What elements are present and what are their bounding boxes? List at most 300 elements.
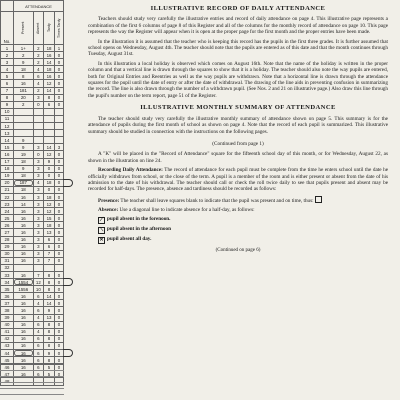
table-cell: 0 [54, 87, 63, 94]
row-number: 48 [1, 378, 14, 385]
table-row [1, 201, 64, 208]
table-cell: 16 [14, 222, 34, 229]
table-row [1, 229, 64, 236]
row-bracket-mark [63, 278, 73, 286]
table-cell: 12 [44, 201, 55, 208]
table-cell: 0 [33, 101, 44, 108]
table-cell: 9 [14, 165, 34, 172]
table-cell: 0 [54, 272, 63, 279]
instructions-column [88, 6, 388, 254]
absence-paragraph [88, 207, 388, 213]
table-cell [33, 264, 44, 271]
table-cell: 16 [44, 73, 55, 80]
table-cell: 14 [44, 87, 55, 94]
table-row [1, 108, 64, 115]
table-cell: 187 [14, 179, 34, 186]
column-header: No. [1, 12, 14, 45]
table-cell [54, 137, 63, 144]
row-number: 15 [1, 144, 14, 151]
table-cell: 3 [33, 236, 44, 243]
table-cell: 16 [14, 350, 34, 357]
left-footer-lines [0, 364, 64, 400]
table-row [1, 137, 64, 144]
table-row [1, 165, 64, 172]
row-number: 41 [1, 328, 14, 335]
table-row [1, 66, 64, 73]
table-cell: 19 [14, 151, 34, 158]
row-number: 3 [1, 59, 14, 66]
table-cell: 8 [44, 279, 55, 286]
table-cell [14, 264, 34, 271]
table-cell: 8 [44, 342, 55, 349]
table-cell: 13 [44, 229, 55, 236]
row-number: 37 [1, 300, 14, 307]
table-row [1, 59, 64, 66]
table-cell [33, 115, 44, 122]
table-cell: 6 [44, 243, 55, 250]
table-cell: 4 [33, 80, 44, 87]
table-row [1, 130, 64, 137]
table-cell: 9 [44, 307, 55, 314]
table-cell: 14 [44, 293, 55, 300]
absent-forenoon-text: pupil absent in the forenoon. [107, 215, 171, 222]
heading-daily-attendance: ILLUSTRATIVE RECORD OF DAILY ATTENDANCE [150, 5, 326, 12]
table-cell: 0 [54, 250, 63, 257]
table-cell: 0 [54, 335, 63, 342]
table-cell: 5 [44, 371, 55, 378]
table-cell: 6 [33, 350, 44, 357]
table-cell: 8 [44, 335, 55, 342]
table-cell: 9 [14, 144, 34, 151]
table-cell [14, 123, 34, 130]
table-cell: 6 [33, 307, 44, 314]
row-number: 6 [1, 80, 14, 87]
continued-next-note: (Continued on page 6) [215, 247, 261, 253]
row-number: 40 [1, 321, 14, 328]
table-cell: 16 [14, 80, 34, 87]
table-row [1, 101, 64, 108]
table-cell: 0 [54, 193, 63, 200]
row-number: 20 [1, 179, 14, 186]
table-cell: 0 [54, 52, 63, 59]
table-cell: 3 [33, 165, 44, 172]
row-number: 9 [1, 101, 14, 108]
column-header-label: Absent [36, 22, 41, 34]
column-header-label: Tardy [47, 23, 52, 33]
row-number: 21 [1, 186, 14, 193]
table-cell: 16 [14, 193, 34, 200]
table-row [1, 272, 64, 279]
absent-forenoon-line [98, 216, 388, 224]
table-cell: 0 [33, 151, 44, 158]
row-number: 17 [1, 158, 14, 165]
table-row [1, 328, 64, 335]
table-cell [44, 123, 55, 130]
table-row [1, 94, 64, 101]
table-row [1, 236, 64, 243]
table-cell: 3 [33, 158, 44, 165]
table-row [1, 115, 64, 122]
table-row [1, 300, 64, 307]
table-cell: 1 [54, 45, 63, 52]
presence-paragraph [88, 196, 388, 204]
row-number: 44 [1, 350, 14, 357]
paragraph-4: The teacher should study very carefully the illustrative monthly summary of attendance shown on page 5. This summary is for the attendance of pupils during the first month of school as shown on page 4. Note that the record of each pupil is summarized. This illustrative summary should be studied in connection with the instructions on the following pages. [88, 115, 388, 135]
table-cell: 4 [33, 328, 44, 335]
row-number: 27 [1, 229, 14, 236]
row-number: 22 [1, 193, 14, 200]
column-header-label: Present [21, 21, 26, 35]
table-cell: 8 [44, 357, 55, 364]
table-cell: 4 [33, 179, 44, 186]
row-number: 33 [1, 272, 14, 279]
table-row [1, 357, 64, 364]
row-number: 2 [1, 52, 14, 59]
table-cell: 6 [33, 342, 44, 349]
table-row [1, 123, 64, 130]
row-number: 26 [1, 222, 14, 229]
table-row [1, 158, 64, 165]
table-cell: 3 [33, 94, 44, 101]
row-number: 10 [1, 108, 14, 115]
table-cell: 6 [33, 293, 44, 300]
column-header [14, 12, 34, 45]
table-cell: 15 [44, 215, 55, 222]
paragraph-3: In this illustration a local holiday is observed which comes on August 16th. Note that the name of the holiday is written in the proper column and that a vertical line is drawn through the squares to show that it is a holiday. The teacher should also note the way pupils are entered, both for Original Entries and Reentries as well as the way pupils are withdrawn. Note that a horizontal line is drawn through the attendance squares for the pupil until the date of entry or after the date of withdrawal. The drawing of the line aids in preventing confusion in summarizing the record. The line is also drawn through the number of a withdrawn pupil. (See Nos. 2 and 21 on illustrative page.) Also draw this line through the pupil's number on the term report, page 51 of the Register. [88, 60, 388, 99]
table-cell: 12 [44, 151, 55, 158]
table-cell: 2 [14, 52, 34, 59]
row-number: 39 [1, 314, 14, 321]
diagonal-square-icon: ⟋ [99, 217, 104, 223]
table-cell: 3 [33, 144, 44, 151]
table-cell: 0 [54, 279, 63, 286]
table-cell: 18 [14, 172, 34, 179]
table-cell: 0 [54, 151, 63, 158]
table-cell: 0 [54, 357, 63, 364]
table-cell: 2 [14, 101, 34, 108]
row-number: 11 [1, 115, 14, 122]
table-cell: 4 [33, 300, 44, 307]
absence-lead: Absence: [98, 207, 119, 214]
table-row [1, 321, 64, 328]
table-cell: 18 [44, 45, 55, 52]
table-cell: 0 [54, 208, 63, 215]
table-row [1, 286, 64, 293]
table-cell [44, 137, 55, 144]
table-row [1, 151, 64, 158]
table-cell: 16 [14, 357, 34, 364]
table-cell: 8 [44, 321, 55, 328]
table-cell: 16 [44, 52, 55, 59]
table-cell: 18 [44, 193, 55, 200]
absent-all-day-text: pupil absent all day. [107, 235, 152, 242]
paragraph-1: Teachers should study very carefully the illustrative entries and record of daily attendance on page 4. This illustrative page represents a combination of the first 6 columns of page 8 of this Register and all of the columns for the monthly record of attendance on page 10. This page represents the way the Register will appear when it is open at the proper page for the first month and the proper entries have been made. [88, 16, 388, 36]
table-cell: 0 [54, 314, 63, 321]
paragraph-5: A "K" will be placed in the "Record of Attendance" square for the fifteenth school day of this month, or for Wednesday, August 22, as shown in the illustration on line 24. [88, 151, 388, 164]
row-number: 18 [1, 165, 14, 172]
table-cell: 3 [33, 250, 44, 257]
table-cell: 6 [33, 364, 44, 371]
heading-monthly-summary: ILLUSTRATIVE MONTHLY SUMMARY OF ATTENDANCE [140, 104, 336, 112]
table-cell: 3 [33, 193, 44, 200]
table-row [1, 186, 64, 193]
table-cell: 16 [14, 371, 34, 378]
table-cell: 6 [33, 357, 44, 364]
table-cell: 0 [54, 328, 63, 335]
table-cell: 7 [44, 257, 55, 264]
attendance-table [0, 0, 64, 386]
table-cell: 16 [14, 307, 34, 314]
table-cell: 3 [33, 172, 44, 179]
blank-square-icon [315, 196, 322, 203]
table-row [1, 279, 64, 286]
table-cell: 3 [33, 186, 44, 193]
table-cell: 2 [33, 59, 44, 66]
table-cell: 12 [33, 279, 44, 286]
table-cell: 0 [54, 342, 63, 349]
column-header-label: Times Tardy [56, 18, 61, 38]
table-row [1, 172, 64, 179]
table-cell: 16 [14, 314, 34, 321]
table-cell: 9 [14, 137, 34, 144]
row-number: 23 [1, 201, 14, 208]
table-cell [44, 115, 55, 122]
row-number: 35 [1, 286, 14, 293]
column-header [54, 12, 63, 45]
recording-text: The record of attendance for each pupil must be complete from the time he enters school until the date he officially withdraws from school, or the close of the term. A pupil is a member of the room and is either present or absent from the date of his admission to the date of his withdrawal. The teacher should call or check the roll twice daily to see that pupils present and absent may be recorded for half-days. The presence, absence and tardiness should be recorded as follows: [88, 167, 388, 193]
row-number: 46 [1, 364, 14, 371]
table-cell: 6 [44, 236, 55, 243]
table-cell: 14 [14, 201, 34, 208]
table-row [1, 87, 64, 94]
table-cell: 0 [54, 257, 63, 264]
table-cell [14, 130, 34, 137]
table-row [1, 208, 64, 215]
table-cell [54, 264, 63, 271]
absent-afternoon-text: pupil absent in the afternoon [107, 225, 171, 232]
row-number: 29 [1, 243, 14, 250]
table-cell: 0 [54, 94, 63, 101]
row-number: 47 [1, 371, 14, 378]
table-cell: 0 [54, 73, 63, 80]
absence-text: Use a diagonal line to indicate absence for a half-day, as follows: [118, 207, 255, 214]
presence-text: The teacher shall leave squares blank to indicate that the pupil was present and on time, thus: [119, 197, 315, 204]
table-cell: 0 [54, 350, 63, 357]
row-number: 42 [1, 335, 14, 342]
row-number: 16 [1, 151, 14, 158]
table-cell: 16 [14, 293, 34, 300]
table-cell: 0 [54, 364, 63, 371]
row-number: 14 [1, 137, 14, 144]
table-cell: 0 [54, 186, 63, 193]
table-cell [33, 137, 44, 144]
table-cell: 14 [44, 144, 55, 151]
table-cell: 1+ [14, 45, 34, 52]
row-number: 45 [1, 357, 14, 364]
table-cell: 0 [54, 293, 63, 300]
table-cell: 7 [44, 250, 55, 257]
table-cell: 0 [54, 59, 63, 66]
table-row [1, 80, 64, 87]
table-cell: 9 [14, 59, 34, 66]
row-bracket-mark [63, 349, 73, 357]
table-cell: 0 [54, 321, 63, 328]
table-cell: 3 [33, 229, 44, 236]
table-cell: 0 [54, 158, 63, 165]
row-number: 7 [1, 87, 14, 94]
row-number: 5 [1, 73, 14, 80]
table-cell: 3 [33, 201, 44, 208]
table-cell: 8 [14, 73, 34, 80]
table-row [1, 350, 64, 357]
table-cell: 2 [33, 52, 44, 59]
table-title: ATTENDANCE [14, 1, 64, 12]
table-cell: 0 [54, 307, 63, 314]
table-cell: 3 [33, 222, 44, 229]
row-number: 25 [1, 215, 14, 222]
table-cell: 16 [14, 321, 34, 328]
table-cell: 12 [44, 208, 55, 215]
row-number: 31 [1, 257, 14, 264]
table-cell [44, 264, 55, 271]
crossed-square-icon: ✕ [99, 237, 104, 243]
table-cell: 6 [33, 335, 44, 342]
table-cell [44, 130, 55, 137]
table-cell: 5 [44, 364, 55, 371]
table-row [1, 307, 64, 314]
table-cell: 16 [14, 250, 34, 257]
table-cell: 0 [54, 165, 63, 172]
table-cell: 3 [33, 243, 44, 250]
table-cell: 2 [33, 87, 44, 94]
table-cell: 7 [33, 272, 44, 279]
table-cell: 18 [14, 158, 34, 165]
table-cell [54, 123, 63, 130]
table-cell: 16 [14, 243, 34, 250]
table-cell: 8 [44, 328, 55, 335]
table-cell: 16 [14, 236, 34, 243]
table-cell: 0 [54, 80, 63, 87]
table-row [1, 314, 64, 321]
table-row [1, 243, 64, 250]
table-cell: 13 [44, 314, 55, 321]
row-number: 28 [1, 236, 14, 243]
table-row [1, 250, 64, 257]
table-corner [1, 1, 14, 12]
table-cell: 16 [14, 300, 34, 307]
table-cell: 0 [54, 172, 63, 179]
diagonal-square-icon: ⟍ [99, 227, 104, 233]
table-cell [14, 108, 34, 115]
table-cell: 1554 [14, 279, 34, 286]
table-cell: 0 [44, 165, 55, 172]
table-cell: 18 [44, 179, 55, 186]
table-cell: 18 [14, 66, 34, 73]
recording-lead: Recording Daily Attendance: [98, 167, 163, 174]
table-cell [54, 115, 63, 122]
table-row [1, 179, 64, 186]
table-cell: 0 [54, 201, 63, 208]
table-cell: 3 [33, 257, 44, 264]
table-cell: 4 [33, 66, 44, 73]
table-cell: 0 [54, 66, 63, 73]
row-number: 13 [1, 130, 14, 137]
paragraph-6 [88, 167, 388, 193]
table-cell: 3 [33, 215, 44, 222]
row-number: 1 [1, 45, 14, 52]
table-cell: 0 [54, 371, 63, 378]
table-cell: 18 [44, 66, 55, 73]
table-row [1, 193, 64, 200]
row-number: 38 [1, 307, 14, 314]
table-cell: 14 [44, 300, 55, 307]
row-number: 36 [1, 293, 14, 300]
table-row [1, 45, 64, 52]
table-row [1, 264, 64, 271]
table-row [1, 52, 64, 59]
row-number: 12 [1, 123, 14, 130]
table-cell: 16 [14, 364, 34, 371]
table-cell: 181 [14, 87, 34, 94]
table-cell: 18 [44, 222, 55, 229]
table-cell: 6 [33, 73, 44, 80]
table-cell: 16 [14, 215, 34, 222]
table-cell: 0 [54, 222, 63, 229]
table-cell: 12 [44, 80, 55, 87]
table-cell: 9 [44, 158, 55, 165]
table-cell [33, 108, 44, 115]
paragraph-2: In the illustration it is assumed that the teacher who is keeping this record has the pupils in the first three grades. It is further assumed that school opens on Wednesday, August 4th. The teacher should note that the pupils are entered as of this date and that the month continues through Tuesday, August 31st. [88, 38, 388, 58]
table-cell [54, 108, 63, 115]
table-cell: 0 [44, 172, 55, 179]
table-cell: 6 [33, 371, 44, 378]
table-cell: 0 [54, 243, 63, 250]
column-header [33, 12, 44, 45]
table-cell: 16 [14, 229, 34, 236]
table-cell: 3 [33, 208, 44, 215]
row-number: 19 [1, 172, 14, 179]
table-cell: 6 [33, 321, 44, 328]
table-cell: 10 [33, 286, 44, 293]
continued-note: (Continued from page 1) [212, 140, 264, 147]
table-cell: 20 [14, 94, 34, 101]
row-number: 34 [1, 279, 14, 286]
table-cell [33, 130, 44, 137]
table-cell: 3 [54, 144, 63, 151]
row-number: 43 [1, 342, 14, 349]
table-cell: 18 [14, 186, 34, 193]
column-header [44, 12, 55, 45]
table-cell [33, 123, 44, 130]
table-cell [14, 115, 34, 122]
table-row [1, 144, 64, 151]
table-cell: 8 [44, 286, 55, 293]
row-number: 30 [1, 250, 14, 257]
table-cell: 16 [14, 257, 34, 264]
table-cell: 16 [14, 342, 34, 349]
table-cell: 14 [44, 59, 55, 66]
table-cell: 8 [44, 94, 55, 101]
table-cell: 8 [44, 272, 55, 279]
table-row [1, 222, 64, 229]
table-cell: 1556 [14, 286, 34, 293]
table-cell: 0 [54, 179, 63, 186]
row-number: 8 [1, 94, 14, 101]
table-cell: 0 [54, 300, 63, 307]
row-number: 24 [1, 208, 14, 215]
table-row [1, 215, 64, 222]
table-row [1, 342, 64, 349]
